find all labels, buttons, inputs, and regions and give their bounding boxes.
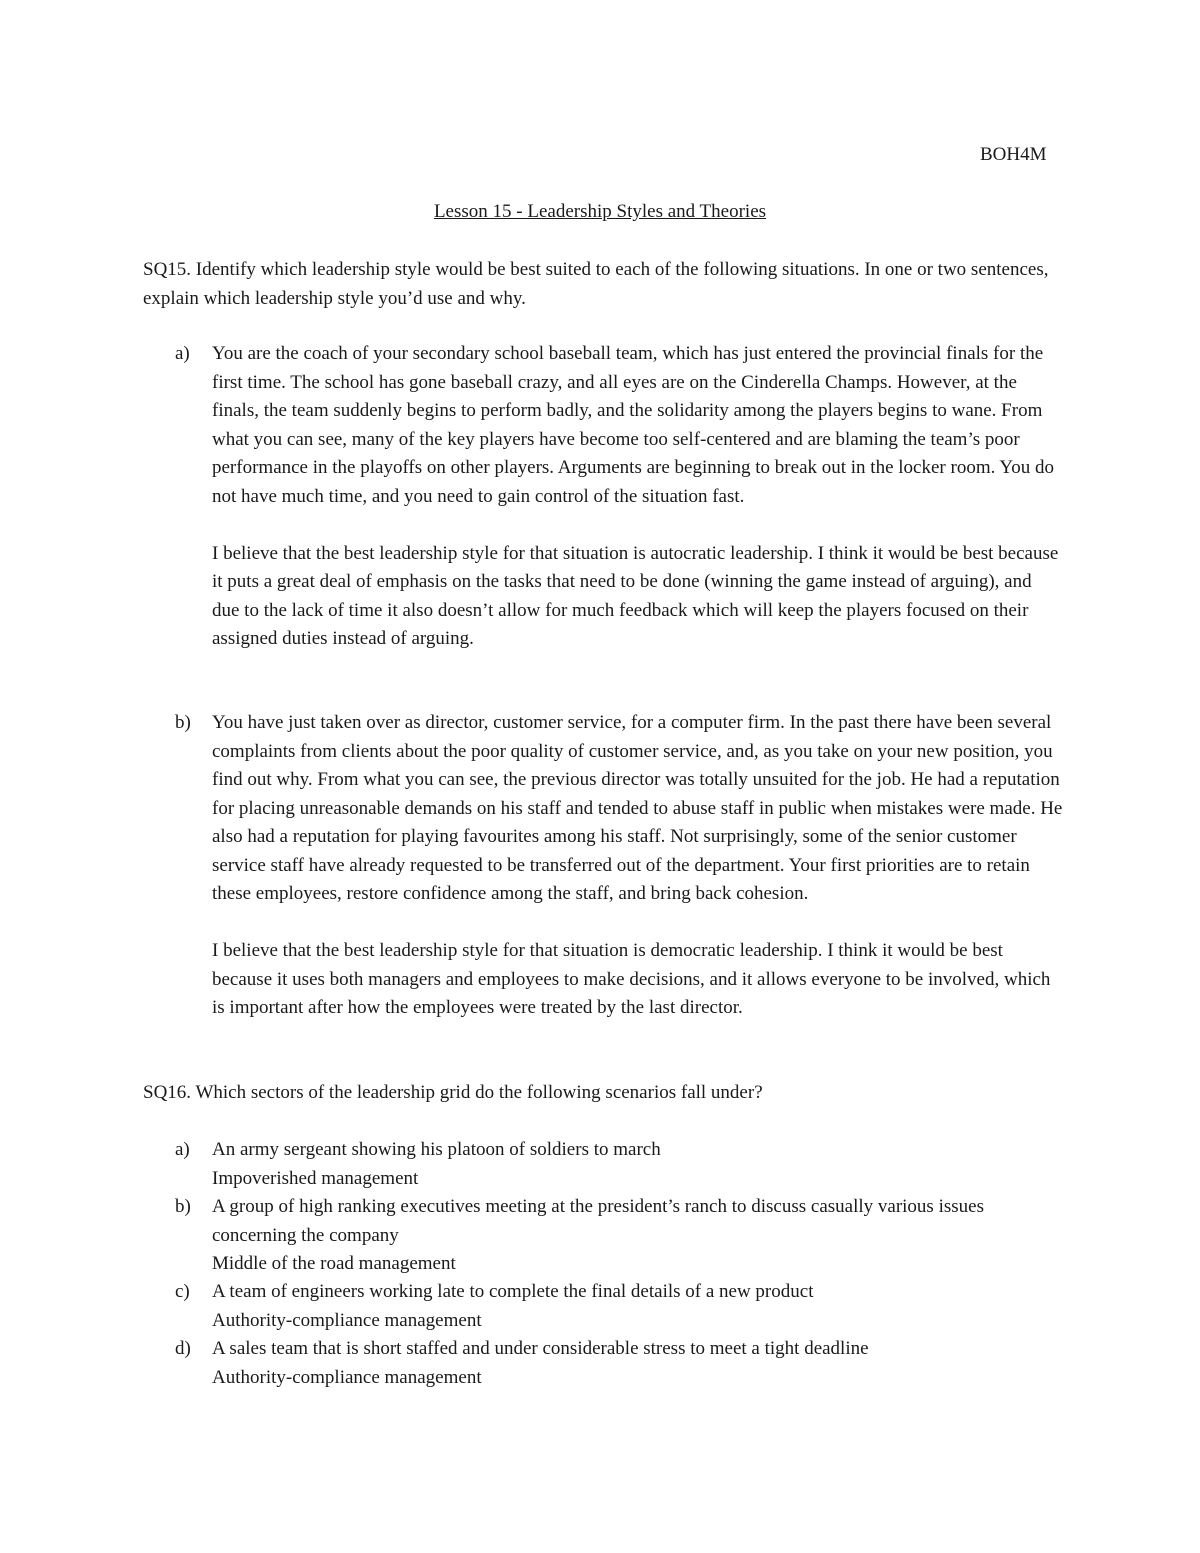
scenario-text: You are the coach of your secondary school baseball team, which has just entered the provincial finals for the first time. The school has gone baseball crazy, and all eyes are on the Cinderella Champs. However, at the finals, the team suddenly begins to perform badly, and the solidarity among the players begins to wane. From what you can see, many of the key players have become too self-centered and are blaming the team’s poor performance in the playoffs on other players. Arguments are beginning to break out in the locker room. You do not have much time, and you need to gain control of the situation fast.	[212, 343, 1054, 507]
sq16-item-body	[212, 1335, 1063, 1392]
sq15-prompt: SQ15. Identify which leadership style would be best suited to each of the following situations. In one or two sentences, explain which leadership style you’d use and why.	[143, 259, 1049, 309]
scenario-text: A sales team that is short staffed and under considerable stress to meet a tight deadline	[212, 1338, 869, 1359]
scenario-text: You have just taken over as director, customer service, for a computer firm. In the past there have been several complaints from clients about the poor quality of customer service, and, as you take on your new position, you find out why. From what you can see, the previous director was totally unsuited for the job. He had a reputation for placing unreasonable demands on his staff and tended to abuse staff in public when mistakes were made. He also had a reputation for playing favourites among his staff. Not surprisingly, some of the senior customer service staff have already requested to be transferred out of the department. Your first priorities are to retain these employees, restore confidence among the staff, and bring back cohesion.	[212, 712, 1063, 904]
scenario-text: A team of engineers working late to complete the final details of a new product	[212, 1281, 814, 1302]
sq16-item-body	[212, 1278, 1063, 1335]
answer-text: I believe that the best leadership style for that situation is democratic leadership. I think it would be best because it uses both managers and employees to make decisions, and it allows everyone to be involved, which is important after how the employees were treated by the last director.	[212, 940, 1051, 1018]
answer-text: Authority-compliance management	[212, 1366, 482, 1388]
list-marker: a)	[175, 343, 190, 364]
scenario-text: A group of high ranking executives meeting at the president’s ranch to discuss casually various issues concerning the company	[212, 1196, 984, 1246]
answer-text: Middle of the road management	[212, 1253, 456, 1274]
list-marker: c)	[175, 1281, 190, 1302]
answer-text: Impoverished management	[212, 1167, 419, 1189]
list-marker: b)	[175, 712, 191, 733]
sq16-item-body	[212, 1193, 1063, 1279]
course-code: BOH4M	[980, 144, 1047, 165]
list-marker: b)	[175, 1196, 191, 1217]
sq16-prompt: SQ16. Which sectors of the leadership grid do the following scenarios fall under?	[143, 1082, 763, 1103]
answer-text: Authority-compliance management	[212, 1309, 482, 1331]
sq16-item-body	[212, 1136, 1063, 1193]
scenario-text: An army sergeant showing his platoon of soldiers to march	[212, 1139, 661, 1160]
list-marker: a)	[175, 1139, 190, 1160]
sq15-item-body	[212, 709, 1063, 1023]
lesson-title: Lesson 15 - Leadership Styles and Theories	[433, 201, 767, 222]
sq15-item-body	[212, 340, 1063, 654]
answer-text: I believe that the best leadership style for that situation is autocratic leadership. I think it would be best because it puts a great deal of emphasis on the tasks that need to be done (winning the game instead of arguing), and due to the lack of time it also doesn’t allow for much feedback which will keep the players focused on their assigned duties instead of arguing.	[212, 542, 1059, 649]
list-marker: d)	[175, 1338, 191, 1359]
